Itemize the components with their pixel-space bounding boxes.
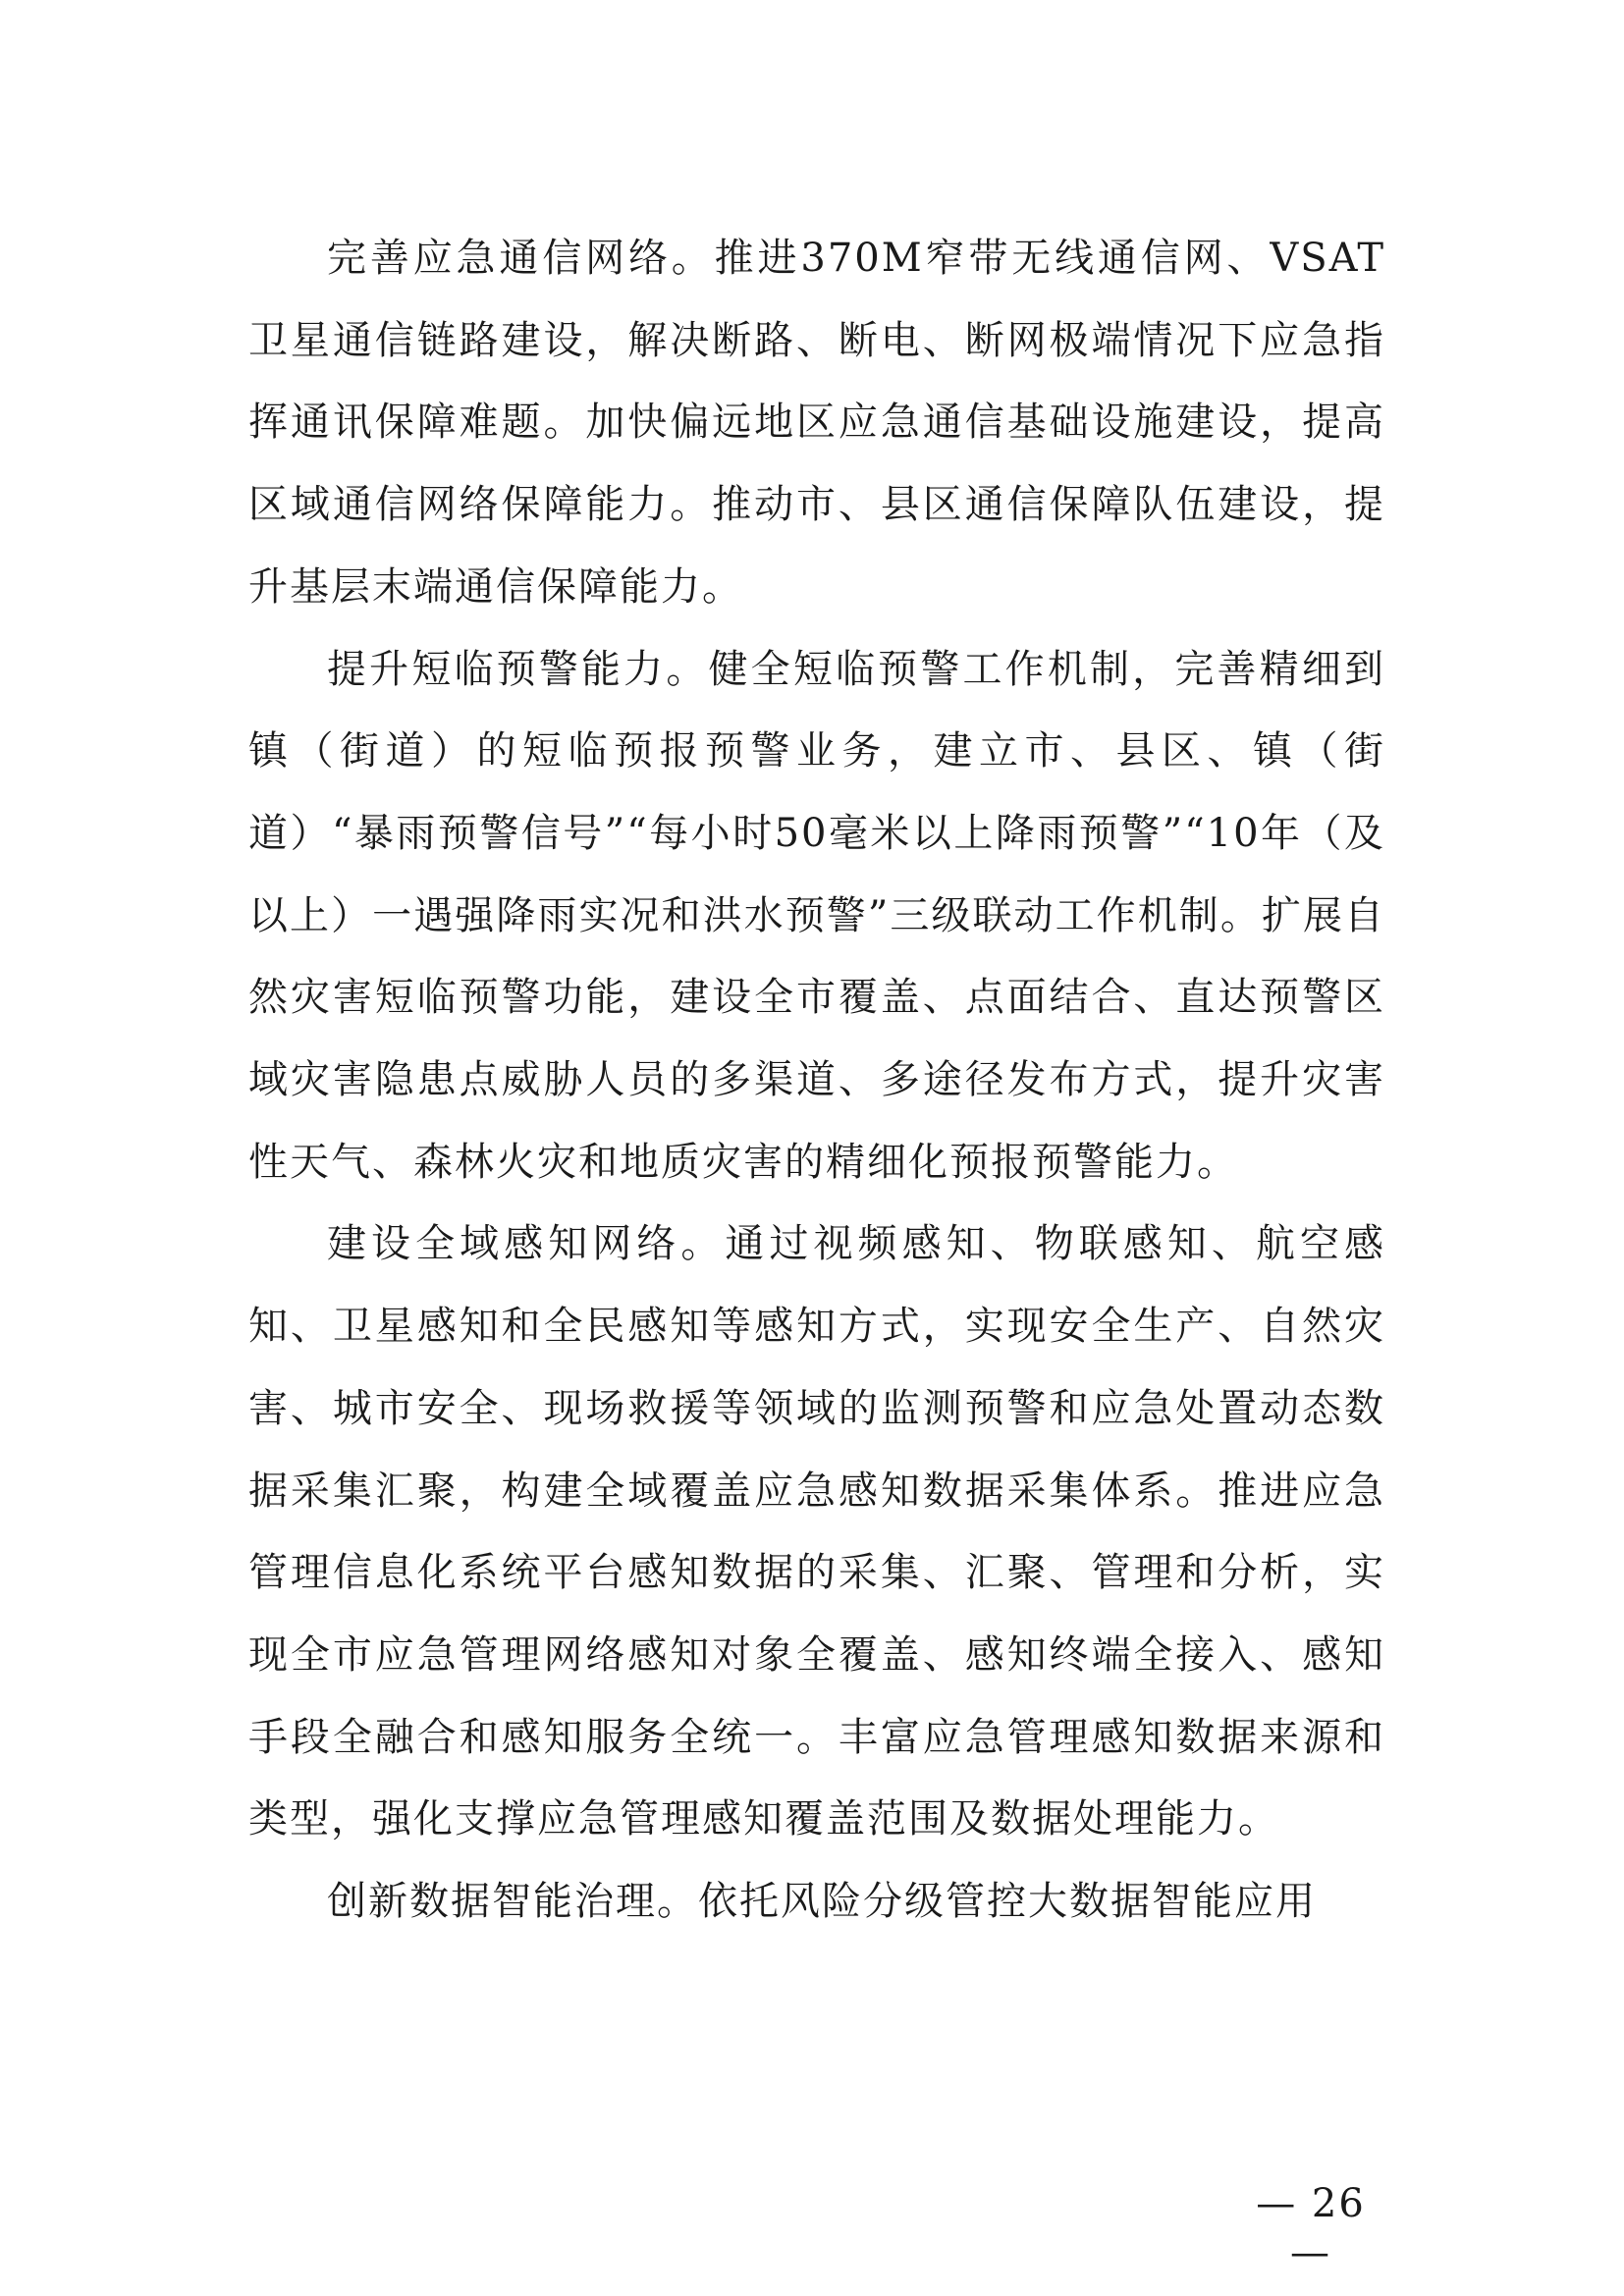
paragraph-body: 推进370M窄带无线通信网、VSAT卫星通信链路建设，解决断路、断电、断网极端情况下应急指挥通讯保障难题。加快偏远地区应急通信基础设施建设，提高区域通信网络保障能力。推动市、县区通信保障队伍建设，提升基层末端通信保障能力。 xyxy=(248,236,1386,610)
paragraph-body: 通过视频感知、物联感知、航空感知、卫星感知和全民感知等感知方式，实现安全生产、自然灾害、城市安全、现场救援等领域的监测预警和应急处置动态数据采集汇聚，构建全域覆盖应急感知数据采集体系。推进应急管理信息化系统平台感知数据的采集、汇聚、管理和分析，实现全市应急管理网络感知对象全覆盖、感知终端全接入、感知手段全融合和感知服务全统一。丰富应急管理感知数据来源和类型，强化支撑应急管理感知覆盖范围及数据处理能力。 xyxy=(248,1221,1386,1842)
paragraph-body: 健全短临预警工作机制，完善精细到镇（街道）的短临预报预警业务，建立市、县区、镇（街道）“暴雨预警信号”“每小时50毫米以上降雨预警”“10年（及以上）一遇强降雨实况和洪水预警”三级联动工作机制。扩展自然灾害短临预警功能，建设全市覆盖、点面结合、直达预警区域灾害隐患点威胁人员的多渠道、多途径发布方式，提升灾害性天气、森林火灾和地质灾害的精细化预报预警能力。 xyxy=(248,646,1385,1185)
paragraph-communication-network xyxy=(248,218,1385,629)
body-text xyxy=(248,218,1385,1944)
paragraph-early-warning xyxy=(248,629,1385,1204)
page-number: — 26 — xyxy=(1256,2181,1366,2275)
paragraph-sensing-network xyxy=(248,1203,1385,1861)
paragraph-body: 依托风险分级管控大数据智能应用 xyxy=(698,1879,1317,1925)
paragraph-heading: 创新数据智能治理。 xyxy=(327,1879,698,1925)
paragraph-heading: 完善应急通信网络。 xyxy=(327,236,715,281)
paragraph-data-governance xyxy=(248,1861,1385,1944)
paragraph-heading: 提升短临预警能力。 xyxy=(327,646,709,692)
paragraph-heading: 建设全域感知网络。 xyxy=(327,1221,726,1267)
